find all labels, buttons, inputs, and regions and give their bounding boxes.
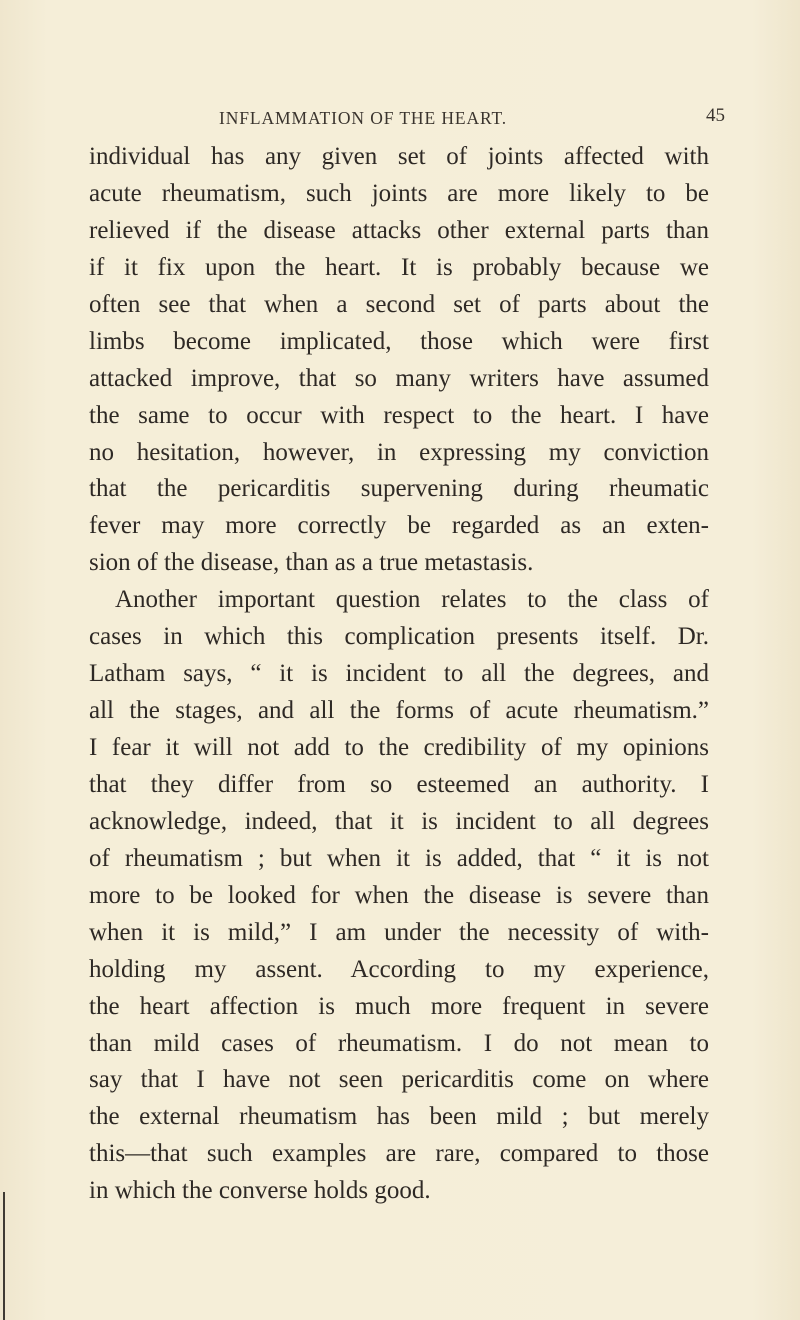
- text-line: that they differ from so esteemed an authority. I: [89, 770, 709, 798]
- text-line: when it is mild,” I am under the necessity of with-: [89, 918, 709, 946]
- text-line: Latham says, “ it is incident to all the degrees, and: [89, 660, 709, 688]
- text-line: holding my assent. According to my experience,: [89, 955, 709, 983]
- text-line: limbs become implicated, those which were first: [89, 327, 709, 355]
- text-line: cases in which this complication presents itself. Dr.: [89, 623, 709, 651]
- text-line: fever may more correctly be regarded as an exten-: [89, 512, 709, 540]
- text-line: the same to occur with respect to the heart. I have: [89, 401, 709, 429]
- text-line: that the pericarditis supervening during rheumatic: [89, 475, 709, 503]
- text-line: if it fix upon the heart. It is probably because we: [89, 253, 709, 281]
- text-line: the external rheumatism has been mild ; but merely: [89, 1103, 709, 1131]
- text-line: this—that such examples are rare, compared to those: [89, 1140, 709, 1168]
- text-line: I fear it will not add to the credibility of my opinions: [89, 734, 709, 761]
- text-line: the heart affection is much more frequent in severe: [89, 992, 709, 1020]
- text-line: acknowledge, indeed, that it is incident to all degrees: [89, 807, 709, 835]
- paragraph-start-line: Another important question relates to the class of: [115, 586, 709, 614]
- text-line: more to be looked for when the disease is severe than: [89, 881, 709, 909]
- text-line: attacked improve, that so many writers have assumed: [89, 364, 709, 392]
- text-line: sion of the disease, than as a true metastasis.: [89, 549, 534, 577]
- text-line: say that I have not seen pericarditis come on where: [89, 1066, 709, 1094]
- text-line: often see that when a second set of parts about the: [89, 290, 709, 318]
- text-line: in which the converse holds good.: [89, 1177, 431, 1205]
- text-line: relieved if the disease attacks other external parts than: [89, 216, 709, 244]
- running-head: INFLAMMATION OF THE HEART.: [219, 108, 508, 128]
- page-edge-mark: [3, 1192, 5, 1320]
- text-line: than mild cases of rheumatism. I do not mean to: [89, 1029, 709, 1057]
- text-line: acute rheumatism, such joints are more likely to be: [89, 179, 709, 207]
- text-line: of rheumatism ; but when it is added, that “ it is not: [89, 844, 709, 872]
- page-number: 45: [706, 105, 725, 126]
- text-line: no hesitation, however, in expressing my conviction: [89, 438, 709, 466]
- body-text: [89, 139, 709, 1210]
- text-line: individual has any given set of joints affected with: [89, 143, 709, 170]
- text-line: all the stages, and all the forms of acute rheumatism.”: [89, 697, 709, 725]
